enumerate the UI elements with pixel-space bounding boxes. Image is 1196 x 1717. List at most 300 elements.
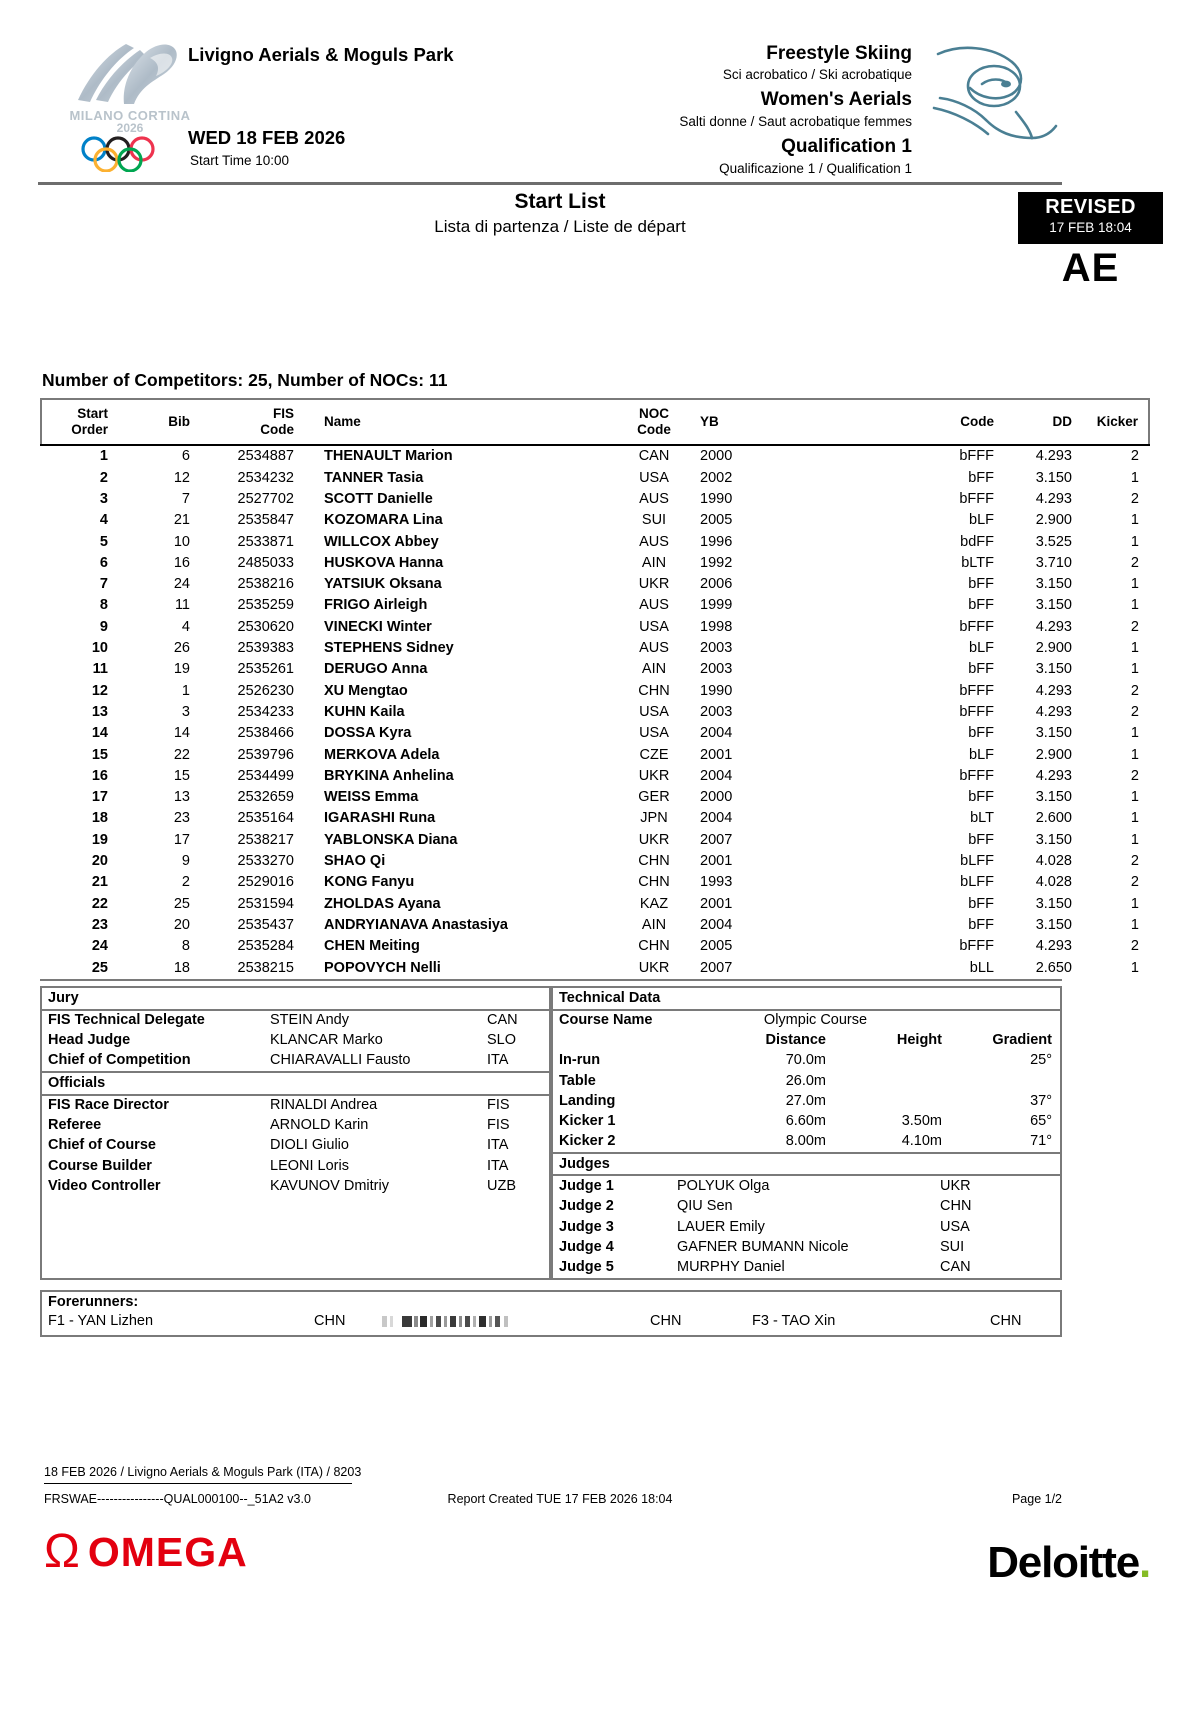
header-divider: [38, 182, 1062, 185]
fis-code-cell: 2535261: [237, 661, 294, 678]
dd-cell: 2.900: [1035, 512, 1072, 529]
spacer-cell: [770, 595, 920, 616]
col-fis-code: FIS Code: [202, 399, 302, 445]
dd-cell: 4.293: [1035, 767, 1072, 784]
page-title-translated: Lista di partenza / Liste de départ: [434, 217, 686, 236]
judge-name: POLYUK Olga: [677, 1177, 770, 1194]
technical-gradient: 65°: [1030, 1112, 1052, 1129]
page-title: Start List: [514, 190, 606, 213]
technical-height: 4.10m: [901, 1132, 942, 1149]
round-name: Qualification 1: [781, 135, 912, 157]
dd-cell: 3.150: [1035, 469, 1072, 486]
col-kicker: Kicker: [1072, 399, 1149, 445]
noc-code-cell: KAZ: [639, 895, 669, 912]
year-of-birth-cell: 2000: [700, 789, 733, 806]
dd-cell: 2.600: [1035, 810, 1072, 827]
col-year-of-birth: YB: [692, 399, 770, 445]
kicker-cell: 1: [1130, 746, 1139, 763]
bib-cell: 17: [173, 831, 190, 848]
athlete-name-cell: STEPHENS Sidney: [324, 640, 454, 657]
spacer-cell: [770, 467, 920, 488]
athlete-name-cell: KONG Fanyu: [324, 874, 415, 891]
start-order-cell: 25: [91, 959, 108, 976]
jury-list: [42, 1011, 549, 1071]
dd-cell: 4.293: [1035, 490, 1072, 507]
noc-code-cell: AUS: [639, 533, 669, 550]
dd-cell: 4.293: [1035, 703, 1072, 720]
dd-cell: 2.650: [1035, 959, 1072, 976]
kicker-cell: 1: [1130, 576, 1139, 593]
forerunner-3-name: F3 - TAO Xin: [752, 1313, 836, 1329]
role-label: FIS Race Director: [48, 1097, 169, 1114]
technical-label: In-run: [559, 1052, 601, 1069]
kicker-cell: 2: [1130, 938, 1139, 955]
person-name: LEONI Loris: [270, 1157, 349, 1174]
forerunner-1-nat: CHN: [314, 1313, 346, 1329]
fis-code-cell: 2532659: [237, 789, 294, 806]
judge-nationality: UKR: [940, 1177, 971, 1194]
dd-cell: 4.293: [1035, 938, 1072, 955]
table-row: [41, 765, 1149, 786]
col-start-order: Start Order: [41, 399, 118, 445]
technical-height: [832, 1072, 948, 1091]
table-header-row: [41, 399, 1149, 445]
spacer-cell: [770, 765, 920, 786]
table-row: [41, 445, 1149, 467]
kicker-cell: 1: [1130, 512, 1139, 529]
kicker-cell: 1: [1130, 916, 1139, 933]
forerunners-panel: [40, 1290, 1062, 1337]
bib-cell: 26: [173, 640, 190, 657]
jump-code-cell: bFF: [968, 789, 994, 806]
revised-timestamp: 17 FEB 18:04: [1049, 220, 1132, 235]
dd-cell: 3.150: [1035, 789, 1072, 806]
judge-nationality: CAN: [940, 1259, 971, 1276]
fis-code-cell: 2534887: [237, 448, 294, 465]
bib-cell: 1: [181, 682, 190, 699]
person-nationality: FIS: [487, 1117, 510, 1134]
table-row: [41, 595, 1149, 616]
start-time: Start Time 10:00: [190, 153, 290, 168]
dd-cell: 4.293: [1035, 682, 1072, 699]
athlete-name-cell: YABLONSKA Diana: [324, 831, 458, 848]
table-row: [41, 616, 1149, 637]
table-row: [41, 829, 1149, 850]
technical-label: Kicker 2: [559, 1132, 616, 1149]
bib-cell: 10: [173, 533, 190, 550]
bib-cell: 23: [173, 810, 190, 827]
spacer-cell: [770, 851, 920, 872]
kicker-cell: 2: [1130, 554, 1139, 571]
jump-code-cell: bLF: [969, 640, 994, 657]
omega-symbol-icon: Ω: [44, 1525, 80, 1578]
course-name-value: Olympic Course: [763, 1012, 868, 1029]
year-of-birth-cell: 2005: [700, 512, 733, 529]
col-dd: DD: [994, 399, 1072, 445]
technical-gradient: 37°: [1030, 1092, 1052, 1109]
year-of-birth-cell: 1992: [700, 554, 733, 571]
technical-gradient: 25°: [1030, 1052, 1052, 1069]
spacer-cell: [770, 702, 920, 723]
dd-cell: 3.150: [1035, 597, 1072, 614]
person-name: KAVUNOV Dmitriy: [270, 1177, 389, 1194]
fis-code-cell: 2485033: [237, 554, 294, 571]
footer-report-code: FRSWAE----------------QUAL000100--_51A2 v3.0: [44, 1492, 311, 1506]
technical-heading: Technical Data: [553, 988, 1060, 1011]
bib-cell: 20: [173, 916, 190, 933]
kicker-cell: 1: [1130, 533, 1139, 550]
judges-list: [553, 1176, 1060, 1278]
bib-cell: 11: [174, 597, 190, 614]
jump-code-cell: bFF: [968, 469, 994, 486]
course-name-row: [553, 1011, 1060, 1031]
technical-label: Table: [559, 1072, 596, 1089]
judge-row: [553, 1258, 1060, 1278]
year-of-birth-cell: 1998: [700, 618, 733, 635]
table-body: [41, 445, 1149, 978]
sport-name: Freestyle Skiing: [766, 43, 912, 64]
bib-cell: 4: [181, 618, 190, 635]
bib-cell: 14: [173, 725, 190, 742]
spacer-cell: [770, 872, 920, 893]
table-row: [41, 893, 1149, 914]
judge-label: Judge 2: [559, 1198, 614, 1215]
person-name: DIOLI Giulio: [270, 1137, 349, 1154]
technical-height: [832, 1051, 948, 1070]
athlete-name-cell: YATSIUK Oksana: [324, 576, 442, 593]
kicker-cell: 1: [1130, 597, 1139, 614]
athlete-name-cell: SHAO Qi: [324, 853, 386, 870]
role-label: Chief of Course: [48, 1137, 156, 1154]
noc-code-cell: CHN: [638, 874, 670, 891]
start-order-cell: 14: [91, 725, 108, 742]
noc-code-cell: UKR: [638, 767, 670, 784]
role-label: Referee: [48, 1117, 102, 1134]
start-order-cell: 6: [99, 554, 108, 571]
noc-code-cell: USA: [639, 725, 669, 742]
noc-code-cell: AUS: [639, 640, 669, 657]
dd-cell: 2.900: [1035, 746, 1072, 763]
athlete-name-cell: BRYKINA Anhelina: [324, 767, 454, 784]
fis-code-cell: 2526230: [237, 682, 294, 699]
forerunner-2-nat: CHN: [650, 1313, 682, 1329]
athlete-name-cell: CHEN Meiting: [324, 938, 420, 955]
revised-badge: [1018, 192, 1163, 244]
jump-code-cell: bFFF: [959, 767, 994, 784]
footer-page-number: Page 1/2: [1011, 1492, 1062, 1506]
athlete-name-cell: ZHOLDAS Ayana: [324, 895, 441, 912]
year-of-birth-cell: 2004: [700, 810, 733, 827]
year-of-birth-cell: 2004: [700, 767, 733, 784]
spacer-cell: [770, 659, 920, 680]
fis-code-cell: 2535437: [237, 916, 294, 933]
year-of-birth-cell: 2007: [700, 959, 733, 976]
athlete-name-cell: DERUGO Anna: [324, 661, 428, 678]
course-name-label: Course Name: [559, 1012, 653, 1029]
spacer-cell: [770, 638, 920, 659]
start-order-cell: 16: [91, 767, 108, 784]
noc-code-cell: UKR: [638, 576, 670, 593]
forerunners-heading: Forerunners:: [48, 1294, 139, 1310]
judge-label: Judge 5: [559, 1259, 614, 1276]
year-of-birth-cell: 2006: [700, 576, 733, 593]
table-row: [41, 872, 1149, 893]
year-of-birth-cell: 2005: [700, 938, 733, 955]
judge-nationality: CHN: [940, 1198, 972, 1215]
deloitte-wordmark: Deloitte: [987, 1538, 1139, 1587]
fis-code-cell: 2535259: [237, 597, 294, 614]
noc-code-cell: GER: [638, 789, 670, 806]
role-label: Video Controller: [48, 1177, 161, 1194]
kicker-cell: 2: [1130, 448, 1139, 465]
noc-code-cell: JPN: [640, 810, 668, 827]
technical-label: Landing: [559, 1092, 616, 1109]
fis-code-cell: 2538466: [237, 725, 294, 742]
fis-code-cell: 2535164: [237, 810, 294, 827]
person-nationality: SLO: [487, 1032, 517, 1049]
logo-year: 2026: [116, 121, 144, 135]
spacer-cell: [770, 829, 920, 850]
kicker-cell: 2: [1130, 767, 1139, 784]
spacer-cell: [770, 808, 920, 829]
person-nationality: UZB: [487, 1177, 516, 1194]
table-row: [41, 638, 1149, 659]
jury-heading: Jury: [42, 988, 549, 1011]
event-info: [352, 42, 912, 178]
start-order-cell: 4: [99, 512, 108, 529]
bib-cell: 25: [173, 895, 190, 912]
technical-distance: 26.0m: [785, 1072, 826, 1089]
official-row: [42, 1116, 549, 1136]
competitor-count: Number of Competitors: 25, Number of NOCs: 11: [42, 370, 448, 390]
technical-distance: 6.60m: [785, 1112, 826, 1129]
fis-code-cell: 2533871: [237, 533, 294, 550]
table-row: [41, 744, 1149, 765]
judge-name: MURPHY Daniel: [677, 1259, 785, 1276]
table-row: [41, 552, 1149, 573]
spacer-cell: [770, 616, 920, 637]
person-name: CHIARAVALLI Fausto: [270, 1052, 411, 1069]
noc-code-cell: CHN: [638, 938, 670, 955]
noc-code-cell: USA: [639, 618, 669, 635]
technical-label: Kicker 1: [559, 1112, 616, 1129]
jump-code-cell: bLFF: [960, 874, 994, 891]
dd-cell: 3.150: [1035, 725, 1072, 742]
fis-code-cell: 2529016: [237, 874, 294, 891]
official-row: [42, 1136, 549, 1156]
technical-gradient: 71°: [1030, 1132, 1052, 1149]
dd-cell: 3.150: [1035, 895, 1072, 912]
kicker-cell: 1: [1130, 810, 1139, 827]
forerunner-2-redacted: [382, 1314, 528, 1329]
jump-code-cell: bFFF: [959, 448, 994, 465]
start-order-cell: 1: [99, 448, 108, 465]
noc-code-cell: AIN: [641, 916, 667, 933]
judge-name: LAUER Emily: [677, 1218, 765, 1235]
dd-cell: 3.150: [1035, 661, 1072, 678]
logo-wordmark: MILANO CORTINA: [69, 108, 191, 123]
start-order-cell: 12: [91, 682, 108, 699]
technical-height: [832, 1092, 948, 1111]
spacer-cell: [770, 936, 920, 957]
noc-code-cell: UKR: [638, 831, 670, 848]
bib-cell: 21: [173, 512, 190, 529]
year-of-birth-cell: 2003: [700, 703, 733, 720]
noc-code-cell: AUS: [639, 490, 669, 507]
kicker-cell: 2: [1130, 682, 1139, 699]
year-of-birth-cell: 2007: [700, 831, 733, 848]
start-order-cell: 5: [99, 533, 108, 550]
noc-code-cell: AIN: [641, 661, 667, 678]
person-nationality: ITA: [487, 1052, 509, 1069]
fis-code-cell: 2538215: [237, 959, 294, 976]
technical-distance: 70.0m: [785, 1052, 826, 1069]
jump-code-cell: bFFF: [959, 703, 994, 720]
table-row: [41, 467, 1149, 488]
table-row: [41, 531, 1149, 552]
dd-cell: 3.710: [1035, 554, 1072, 571]
technical-height: 3.50m: [901, 1112, 942, 1129]
fis-code-cell: 2535847: [237, 512, 294, 529]
omega-wordmark: OMEGA: [87, 1528, 248, 1575]
noc-code-cell: AIN: [641, 554, 667, 571]
spacer-cell: [770, 552, 920, 573]
col-noc-code: NOC Code: [616, 399, 692, 445]
bib-cell: 13: [173, 789, 190, 806]
fis-code-cell: 2530620: [237, 618, 294, 635]
forerunner-3-nat: CHN: [990, 1313, 1022, 1329]
jury-row: [42, 1051, 549, 1071]
bib-cell: 16: [173, 554, 190, 571]
dd-cell: 2.900: [1035, 640, 1072, 657]
noc-code-cell: AUS: [639, 597, 669, 614]
technical-data-row: [553, 1071, 1060, 1091]
start-list-table: [40, 398, 1150, 978]
olympic-emblem-icon: [60, 34, 200, 112]
table-row: [41, 723, 1149, 744]
technical-rows: [553, 1051, 1060, 1152]
judge-nationality: USA: [940, 1218, 970, 1235]
start-order-cell: 2: [99, 469, 108, 486]
technical-data-panel: [551, 986, 1062, 1280]
jump-code-cell: bLT: [970, 810, 994, 827]
omega-logo: [44, 1525, 248, 1578]
kicker-cell: 1: [1130, 640, 1139, 657]
dd-cell: 4.028: [1035, 853, 1072, 870]
official-row: [42, 1176, 549, 1196]
spacer-cell: [770, 915, 920, 936]
athlete-name-cell: XU Mengtao: [324, 682, 408, 699]
role-label: Head Judge: [48, 1032, 131, 1049]
kicker-cell: 2: [1130, 874, 1139, 891]
spacer-cell: [770, 744, 920, 765]
year-of-birth-cell: 2001: [700, 895, 733, 912]
year-of-birth-cell: 1996: [700, 533, 733, 550]
jump-code-cell: bFF: [968, 725, 994, 742]
start-order-cell: 3: [99, 490, 108, 507]
judge-row: [553, 1197, 1060, 1217]
bib-cell: 7: [181, 490, 190, 507]
person-name: RINALDI Andrea: [270, 1097, 378, 1114]
table-row: [41, 787, 1149, 808]
table-row: [41, 915, 1149, 936]
forerunners-row: [42, 1311, 1060, 1335]
fis-code-cell: 2539796: [237, 746, 294, 763]
deloitte-logo: [987, 1538, 1150, 1588]
spacer-cell: [770, 957, 920, 978]
athlete-name-cell: HUSKOVA Hanna: [324, 554, 444, 571]
year-of-birth-cell: 2001: [700, 746, 733, 763]
spacer-cell: [770, 723, 920, 744]
bib-cell: 6: [181, 448, 190, 465]
year-of-birth-cell: 1993: [700, 874, 733, 891]
athlete-name-cell: VINECKI Winter: [324, 618, 432, 635]
judge-label: Judge 1: [559, 1177, 614, 1194]
year-of-birth-cell: 2002: [700, 469, 733, 486]
kicker-cell: 2: [1130, 490, 1139, 507]
spacer-cell: [770, 787, 920, 808]
fis-code-cell: 2534233: [237, 703, 294, 720]
deloitte-dot: .: [1138, 1538, 1150, 1587]
technical-distance: 8.00m: [785, 1132, 826, 1149]
athlete-name-cell: WILLCOX Abbey: [324, 533, 439, 550]
fis-code-cell: 2527702: [237, 490, 294, 507]
kicker-cell: 1: [1130, 959, 1139, 976]
athlete-name-cell: THENAULT Marion: [324, 448, 453, 465]
bib-cell: 2: [181, 874, 190, 891]
athlete-name-cell: KUHN Kaila: [324, 703, 405, 720]
officials-heading: Officials: [42, 1071, 549, 1096]
spacer-cell: [770, 489, 920, 510]
bib-cell: 18: [173, 959, 190, 976]
official-row: [42, 1156, 549, 1176]
start-order-cell: 22: [91, 895, 108, 912]
judge-row: [553, 1176, 1060, 1196]
col-name: Name: [302, 399, 616, 445]
revised-label: REVISED: [1045, 196, 1136, 218]
start-order-cell: 23: [91, 916, 108, 933]
kicker-cell: 1: [1130, 725, 1139, 742]
table-row: [41, 957, 1149, 978]
judge-row: [553, 1217, 1060, 1237]
kicker-cell: 2: [1130, 703, 1139, 720]
technical-data-row: [553, 1091, 1060, 1111]
table-row: [41, 574, 1149, 595]
competition-date: WED 18 FEB 2026: [188, 127, 346, 148]
start-order-cell: 20: [91, 853, 108, 870]
kicker-cell: 1: [1130, 661, 1139, 678]
height-header: Height: [896, 1032, 942, 1049]
jump-code-cell: bFFF: [959, 490, 994, 507]
event-name: Women's Aerials: [760, 88, 912, 110]
judge-label: Judge 3: [559, 1218, 614, 1235]
athlete-name-cell: IGARASHI Runa: [324, 810, 436, 827]
distance-header: Distance: [765, 1032, 826, 1049]
technical-distance: 27.0m: [785, 1092, 826, 1109]
technical-gradient: [948, 1072, 1060, 1091]
round-name-translated: Qualificazione 1 / Qualification 1: [719, 160, 912, 176]
fis-code-cell: 2538217: [237, 831, 294, 848]
jump-code-cell: bdFF: [960, 533, 994, 550]
table-row: [41, 936, 1149, 957]
start-order-cell: 17: [91, 789, 108, 806]
year-of-birth-cell: 2003: [700, 640, 733, 657]
sport-name-translated: Sci acrobatico / Ski acrobatique: [722, 66, 912, 82]
forerunner-1-name: F1 - YAN Lizhen: [48, 1313, 154, 1329]
judge-name: GAFNER BUMANN Nicole: [677, 1238, 849, 1255]
jump-code-cell: bLF: [969, 512, 994, 529]
technical-data-row: [553, 1051, 1060, 1071]
